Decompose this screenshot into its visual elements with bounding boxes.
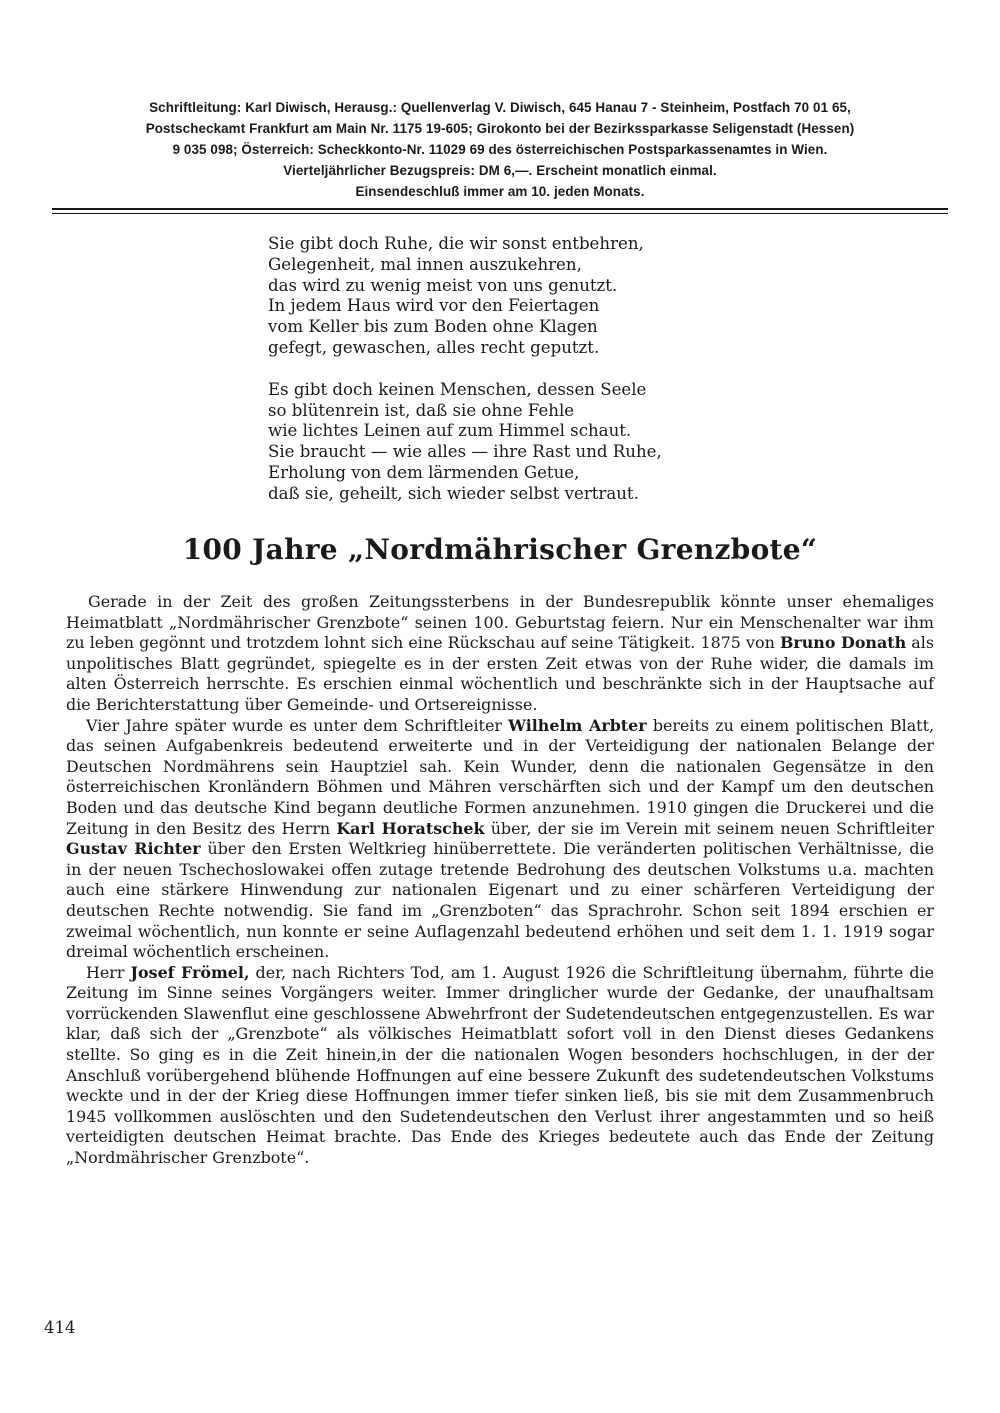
masthead xyxy=(40,97,960,202)
article-paragraph-2 xyxy=(66,716,934,963)
text-run: Herr xyxy=(86,962,131,982)
poem-line: Gelegenheit, mal innen auszukehren, xyxy=(268,254,582,274)
masthead-line: Schriftleitung: Karl Diwisch, Herausg.: Quellenverlag V. Diwisch, 645 Hanau 7 - Steinheim, Postfach 70 01 65, xyxy=(149,100,851,115)
poem xyxy=(268,234,828,505)
text-run: bereits zu einem politischen Blatt, das seinen Aufgabenkreis bedeutend erweiterte und in der Verteidigung der nationalen Belange der Deutschen Nordmährens sein Hauptziel sah. Kein Wunder, denn die nationalen Gegensätze in den österreichischen Kronländern Böhmen und Mähren verschärften sich und der Kampf um den deutschen Boden und das deutsche Kind begann deutliche Formen anzunehmen. 1910 gingen die Druckerei und die Zeitung in den Besitz des Herrn xyxy=(66,715,935,838)
masthead-line: Einsendeschluß immer am 10. jeden Monats. xyxy=(355,184,645,199)
poem-line: Sie gibt doch Ruhe, die wir sonst entbehren, xyxy=(268,234,644,253)
person-name: Gustav Richter xyxy=(66,839,201,859)
poem-line: das wird zu wenig meist von uns genutzt. xyxy=(268,275,618,295)
masthead-line: Postscheckamt Frankfurt am Main Nr. 1175 19-605; Girokonto bei der Bezirkssparkasse Seligenstadt (Hessen) xyxy=(145,121,855,136)
poem-line: so blütenrein ist, daß sie ohne Fehle xyxy=(268,400,575,420)
poem-line: Es gibt doch keinen Menschen, dessen Seele xyxy=(268,379,647,399)
masthead-line: 9 035 098; Österreich: Scheckkonto-Nr. 11029 69 des österreichischen Postsparkassenamtes in Wien. xyxy=(172,142,828,157)
text-run: über, der sie im Verein mit seinem neuen Schriftleiter xyxy=(484,818,935,838)
poem-stanza-2 xyxy=(268,380,828,505)
text-run: Vier Jahre später wurde es unter dem Schriftleiter xyxy=(86,715,509,735)
page-number: 414 xyxy=(44,1318,76,1337)
person-name: Wilhelm Arbter xyxy=(508,715,647,735)
poem-line: Sie braucht — wie alles — ihre Rast und Ruhe, xyxy=(268,442,662,462)
poem-line: daß sie, geheilt, sich wieder selbst vertraut. xyxy=(268,483,639,503)
person-name: Karl Horatschek xyxy=(336,818,485,838)
person-name: Josef Frömel, xyxy=(130,962,250,982)
article-body xyxy=(66,592,934,1169)
article-paragraph-3 xyxy=(66,963,934,1169)
masthead-rule-bottom xyxy=(52,213,948,214)
poem-stanza-1 xyxy=(268,234,828,359)
text-run: Gerade in der Zeit des großen Zeitungssterbens in der Bundesrepublik könnte unser ehemaliges Heimatblatt „Nordmährischer Grenzbote“ seinen 100. Geburtstag feiern. Nur ein Menschenalter war ihm zu leben gegönnt und trotzdem lohnt sich eine Rückschau auf seine Tätigkeit. 1875 von xyxy=(66,592,934,653)
text-run: über den Ersten Weltkrieg hinüberrettete. Die veränderten politischen Verhältnisse, die in der neuen Tschechoslowakei offen zutage tretende Bedrohung des deutschen Volkstums u.a. machten auch eine stärkere Hinwendung zur nationalen Eigenart und zu einer schärferen Verteidigung der deutschen Rechte notwendig. Sie fand im „Grenzboten“ das Sprachrohr. Schon seit 1894 erschien er zweimal wöchentlich, nun konnte er seine Auflagenzahl bedeutend erhöhen und seit dem 1. 1. 1919 sogar dreimal wöchentlich erscheinen. xyxy=(66,839,934,962)
poem-line: Erholung von dem lärmenden Getue, xyxy=(268,462,580,482)
poem-line: wie lichtes Leinen auf zum Himmel schaut. xyxy=(268,421,632,441)
poem-line: gefegt, gewaschen, alles recht geputzt. xyxy=(268,337,600,357)
article-title: 100 Jahre „Nordmährischer Grenzbote“ xyxy=(182,533,818,566)
poem-line: In jedem Haus wird vor den Feiertagen xyxy=(268,296,600,316)
masthead-rule-top xyxy=(52,208,948,210)
person-name: Bruno Donath xyxy=(779,633,907,653)
masthead-line: Vierteljährlicher Bezugspreis: DM 6,—. Erscheint monatlich einmal. xyxy=(283,163,717,178)
article-paragraph-1 xyxy=(66,592,934,716)
text-run: der, nach Richters Tod, am 1. August 1926 die Schriftleitung übernahm, führte die Zeitung im Sinne seines Vorgängers weiter. Immer dringlicher wurde der Gedanke, der unaufhaltsam vorrückenden Slawenflut eine geschlossene Abwehrfront der Sudetendeutschen entgegenzustellen. Es war klar, daß sich der „Grenzbote“ als völkisches Heimatblatt sofort voll in den Dienst dieses Gedankens stellte. So ging es in die Zeit hinein,in der die nationalen Wogen besonders hochschlugen, in der der Anschluß vorübergehend blühende Hoffnungen auf eine bessere Zukunft des sudetendeutschen Volkstums weckte und in der der Krieg diese Hoffnungen immer tiefer sinken ließ, bis sie mit dem Zusammenbruch 1945 vollkommen auslöschten und den Sudetendeutschen den Verlust ihrer angestammten und so heiß verteidigten deutschen Heimat brachte. Das Ende des Krieges bedeutete auch das Ende der Zeitung „Nordmährischer Grenzbote“. xyxy=(66,962,934,1168)
poem-line: vom Keller bis zum Boden ohne Klagen xyxy=(268,317,598,337)
stanza-gap xyxy=(268,359,828,380)
text-run: als unpolitisches Blatt gegründet, spiegelte es in der ersten Zeit etwas von der Ruhe wider, die damals im alten Österreich herrschte. Es erschien einmal wöchentlich und beschränkte sich in der Hauptsache auf die Berichterstattung über Gemeinde- und Ortsereignisse. xyxy=(66,633,935,714)
